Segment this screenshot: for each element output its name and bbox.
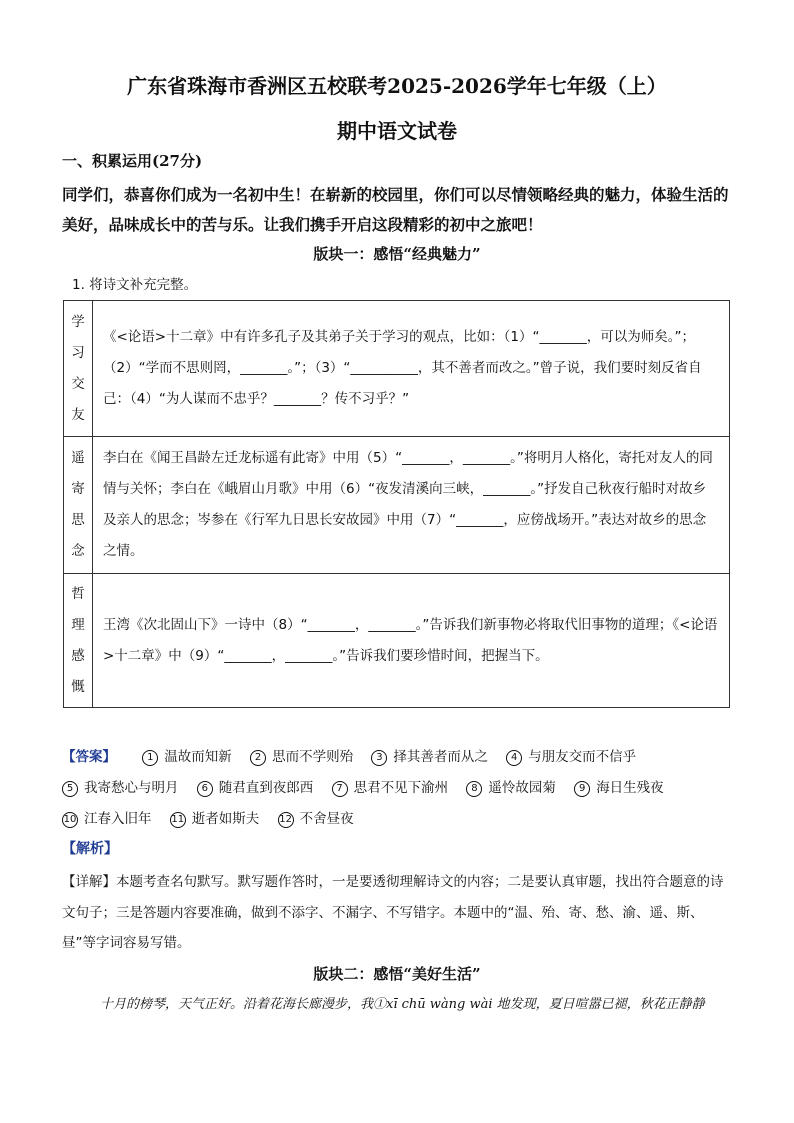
category-char: 交 — [71, 375, 85, 392]
detail-paragraph: 【详解】本题考查名句默写。默写题作答时，一是要透彻理解诗文的内容；二是要认真审题，找出符合题意的诗文句子；三是答题内容要准确，做到不添字、不漏字、不写错字。本题中的“温、殆、寄、愁、渝、遥、斯、昼”等字词容易写错。 — [62, 874, 724, 951]
category-char: 学 — [71, 313, 85, 330]
answer-number: 9 — [574, 781, 590, 797]
answer-item — [574, 780, 664, 796]
row-text: 王湾《次北固山下》一诗中（8）“_______，_______。”告诉我们新事物必将取代旧事物的道理；《<论语>十二章》中（9）“_______，_______。”告诉我们要珍惜时间，把握当下。 — [93, 574, 730, 708]
answer-number: 7 — [332, 781, 348, 797]
answer-text: 海日生残夜 — [596, 780, 664, 796]
passage-first-line: 十月的榜琴，天气正好。沿着花海长廊漫步，我①xī chū wàng wài 地发现，夏日喧嚣已褪，秋花正静静 — [100, 997, 705, 1012]
answer-item — [506, 749, 636, 765]
category-cell — [64, 574, 93, 708]
answer-text: 择其善者而从之 — [393, 749, 488, 765]
answer-item — [466, 780, 556, 796]
answer-label: 【答案】 — [62, 749, 116, 765]
answer-text: 江春入旧年 — [84, 811, 152, 827]
exam-title-line2: 期中语文试卷 — [337, 119, 457, 143]
answer-number: 2 — [250, 750, 266, 766]
exam-title-line1: 广东省珠海市香洲区五校联考2025-2026学年七年级（上） — [127, 74, 667, 98]
block2-title: 版块二：感悟“美好生活” — [313, 965, 481, 983]
category-char: 习 — [71, 344, 85, 361]
answer-text: 逝者如斯夫 — [191, 811, 260, 827]
poem-table — [63, 300, 730, 708]
answer-item — [197, 780, 314, 796]
section-heading: 一、积累运用(27分) — [62, 152, 203, 170]
category-char: 思 — [71, 512, 85, 528]
answer-text: 我寄愁心与明月 — [84, 780, 179, 796]
answer-item — [62, 811, 152, 827]
answer-number: 11 — [170, 812, 186, 828]
table-row — [64, 574, 730, 708]
answer-number: 5 — [62, 781, 78, 797]
answer-text: 随君直到夜郎西 — [218, 780, 314, 796]
table-row — [64, 437, 730, 574]
category-cell — [64, 437, 93, 574]
category-cell — [64, 301, 93, 437]
answer-text: 思而不学则殆 — [272, 749, 354, 765]
answer-number: 1 — [142, 750, 158, 766]
answer-item — [62, 780, 179, 796]
answer-number: 4 — [506, 750, 522, 766]
answer-item — [250, 749, 353, 765]
answer-text: 不舍昼夜 — [299, 811, 354, 827]
category-char: 寄 — [71, 481, 85, 497]
category-char: 理 — [71, 616, 85, 633]
intro-paragraph: 同学们，恭喜你们成为一名初中生！在崭新的校园里，你们可以尽情领略经典的魅力，体验生活的美好，品味成长中的苦与乐。让我们携手开启这段精彩的初中之旅吧！ — [62, 185, 729, 234]
row-text: 《<论语>十二章》中有许多孔子及其弟子关于学习的观点，比如：（1）“_______，可以为师矣。”；（2）“学而不思则罔，_______。”；（3）“__________，其不善者而改之。”曾子说，我们要时刻反省自己：（4）“为人谋而不忠乎？_______？传不习乎？” — [93, 301, 730, 437]
category-char: 遥 — [71, 450, 85, 466]
category-char: 感 — [71, 647, 85, 664]
category-char: 哲 — [71, 585, 85, 602]
answer-item — [332, 780, 449, 796]
answer-item — [278, 811, 354, 827]
category-char: 友 — [71, 406, 85, 423]
analysis-label: 【解析】 — [62, 841, 118, 857]
answer-text: 与朋友交而不信乎 — [528, 749, 637, 765]
answer-text: 遥怜故园菊 — [488, 780, 556, 796]
answer-text: 温故而知新 — [164, 749, 232, 765]
row-text: 李白在《闻王昌龄左迁龙标遥有此寄》中用（5）“_______，_______。”将明月人格化，寄托对友人的同情与关怀；李白在《峨眉山月歌》中用（6）“夜发清溪向三峡，_______。”抒发自己秋夜行船时对故乡及亲人的思念；岑参在《行军九日思长安故园》中用（7）“_______，应傍战场开。”表达对故乡的思念之情。 — [93, 437, 730, 574]
category-char: 慨 — [71, 678, 85, 695]
answer-number: 3 — [371, 750, 387, 766]
question-1: 1. 将诗文补充完整。 — [72, 277, 198, 293]
answer-number: 6 — [197, 781, 213, 797]
answer-number: 8 — [466, 781, 482, 797]
answer-number: 12 — [278, 812, 294, 828]
answer-item — [142, 749, 232, 765]
answer-block — [62, 742, 734, 835]
answer-item — [170, 811, 260, 827]
block1-title: 版块一：感悟“经典魅力” — [313, 245, 481, 263]
answer-text: 思君不见下渝州 — [353, 780, 449, 796]
answer-item — [371, 749, 488, 765]
category-char: 念 — [71, 543, 85, 559]
table-row — [64, 301, 730, 437]
answer-number: 10 — [62, 812, 78, 828]
